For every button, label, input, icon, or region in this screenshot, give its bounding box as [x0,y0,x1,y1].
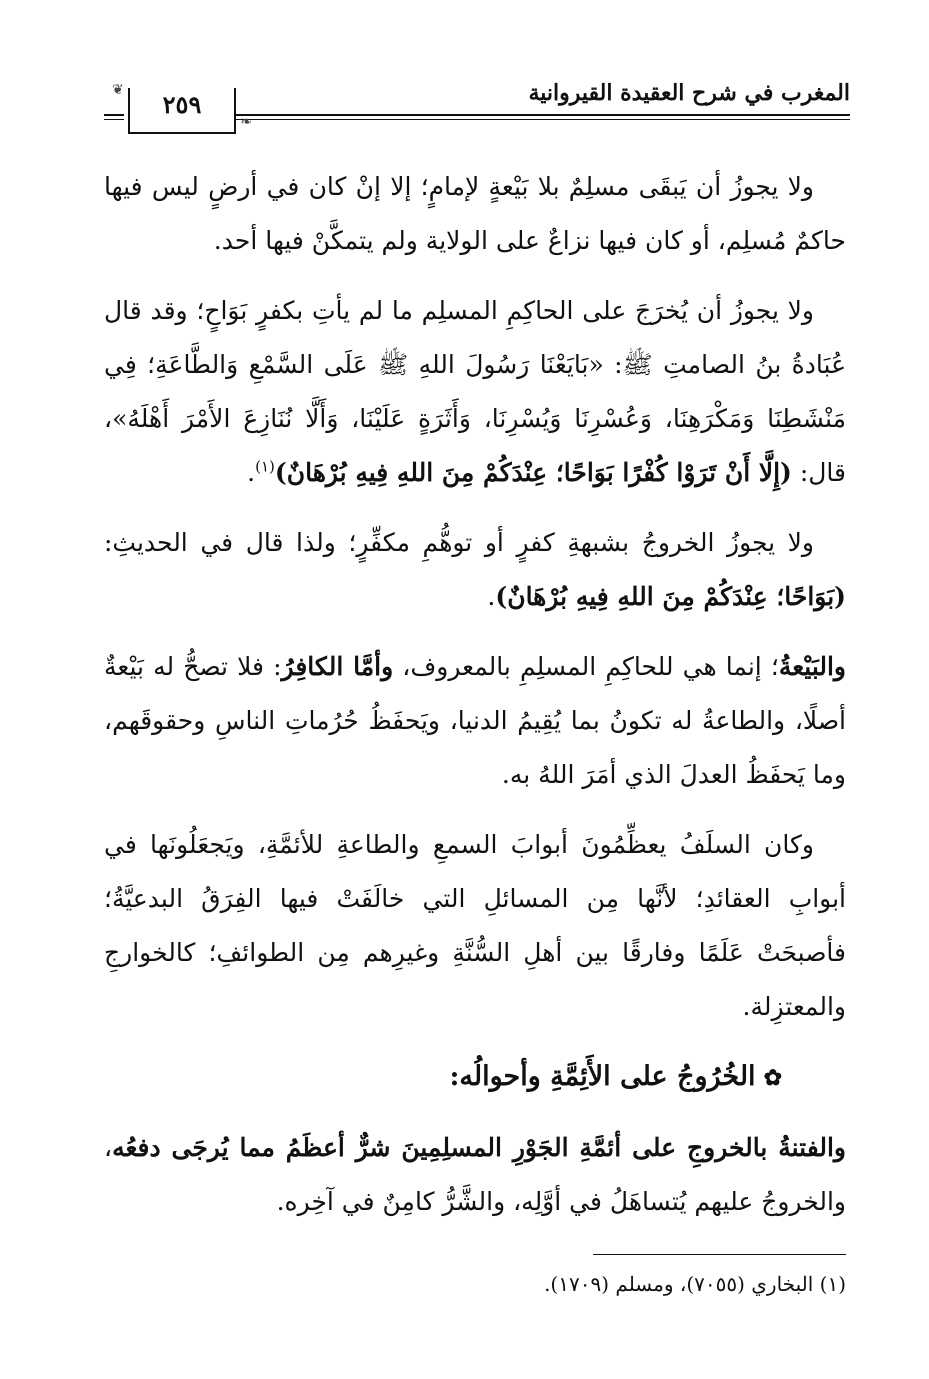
book-title: المغرب في شرح العقيدة القيروانية [528,80,850,106]
paragraph [104,284,846,500]
paragraph-text: ولا يجوزُ أن يُخرَجَ على الحاكِمِ المسلِم ما لم يأتِ بكفرٍ بَوَاحٍ؛ وقد قال عُبَادةُ بنُ الصامتِ ﷺ: «بَايَعْنَا رَسُولَ اللهِ ﷺ عَلَى السَّمْعِ وَالطَّاعَةِ؛ فِي مَنْشَطِنَا وَمَكْرَهِنَا، وَعُسْرِنَا وَيُسْرِنَا، وَأَثَرَةٍ عَلَيْنَا، وَأَلَّا نُنَازِعَ الأَمْرَ أَهْلَهُ»، قال: [104,296,846,487]
section-heading [104,1050,846,1105]
page-header [104,74,850,134]
hadith-quote: (إِلَّا أَنْ تَرَوْا كُفْرًا بَوَاحًا؛ عِنْدَكُمْ مِنَ اللهِ فِيهِ بُرْهَانٌ) [274,458,792,487]
paragraph-text: ولا يجوزُ الخروجُ بشبهةِ كفرٍ أو توهُّمِ مكفِّرٍ؛ ولذا قال في الحديثِ: [104,528,814,557]
footnote: (١) البخاري (٧٠٥٥)، ومسلم (١٧٠٩). [544,1272,846,1296]
header-rule [236,114,850,116]
paragraph-text: : فلا تصحُّ له بَيْعةٌ أصلًا، والطاعةُ له تكونُ بما يُقِيمُ الدنيا، ويَحفَظُ حُرُماتِ الناسِ وحقوقَهم، وما يَحفَظُ العدلَ الذي أمَرَ اللهُ به. [104,652,846,789]
page-number-frame [112,82,252,134]
paragraph-text: ، والخروجُ عليهم يُتساهَلُ في أوَّلِه، والشَّرُّ كامِنٌ في آخِره. [104,1133,846,1216]
key-statement: والفتنةُ بالخروجِ على أئمَّةِ الجَوْرِ المسلِمِينَ شرٌّ أعظَمُ مما يُرجَى دفعُه [112,1133,846,1162]
paragraph [104,640,846,802]
ornament-icon: ✿ [763,1065,782,1091]
paragraph: وكان السلَفُ يعظِّمُونَ أبوابَ السمعِ والطاعةِ للأئمَّةِ، ويَجعَلُونَها في أبوابِ العقائدِ؛ لأنَّها مِن المسائلِ التي خالَفَتْ فيها الفِرَقُ البدعيَّةُ؛ فأصبحَتْ عَلَمًا وفارقًا بين أهلِ السُّنَّةِ وغيرِهم مِن الطوائفِ؛ كالخوارجِ والمعتزِلة. [104,830,846,1021]
section-heading-text: الخُرُوجُ على الأَئِمَّةِ وأحوالُه: [449,1061,756,1092]
hadith-quote: (بَوَاحًا؛ عِنْدَكُمْ مِنَ اللهِ فِيهِ بُرْهَانٌ) [495,582,846,611]
paragraph [104,1121,846,1229]
paragraph-end: . [247,458,256,487]
main-text [104,160,846,1245]
footnote-reference[interactable]: (١) [255,457,275,476]
key-term: وأمَّا الكافِرُ [281,652,394,681]
footnote-rule [593,1254,846,1255]
paragraph-end: . [487,582,496,611]
flourish-icon: ❦ [112,82,124,98]
header-rule-left-thin [104,119,124,120]
header-rule-thin [236,119,850,120]
page-number: ٢٥٩ [162,90,202,119]
paragraph [104,516,846,624]
header-rule-left [104,114,124,116]
flourish-icon: ❧ [240,114,252,130]
paragraph: ولا يجوزُ أن يَبقَى مسلِمٌ بلا بَيْعةٍ لإمامٍ؛ إلا إنْ كان في أرضٍ ليس فيها حاكمٌ مُسلِم، أو كان فيها نزاعٌ على الولاية ولم يتمكَّنْ فيها أحد. [104,172,846,255]
key-term: والبَيْعةُ [778,652,846,681]
paragraph-text: ؛ إنما هي للحاكِمِ المسلِمِ بالمعروف، [393,652,779,681]
